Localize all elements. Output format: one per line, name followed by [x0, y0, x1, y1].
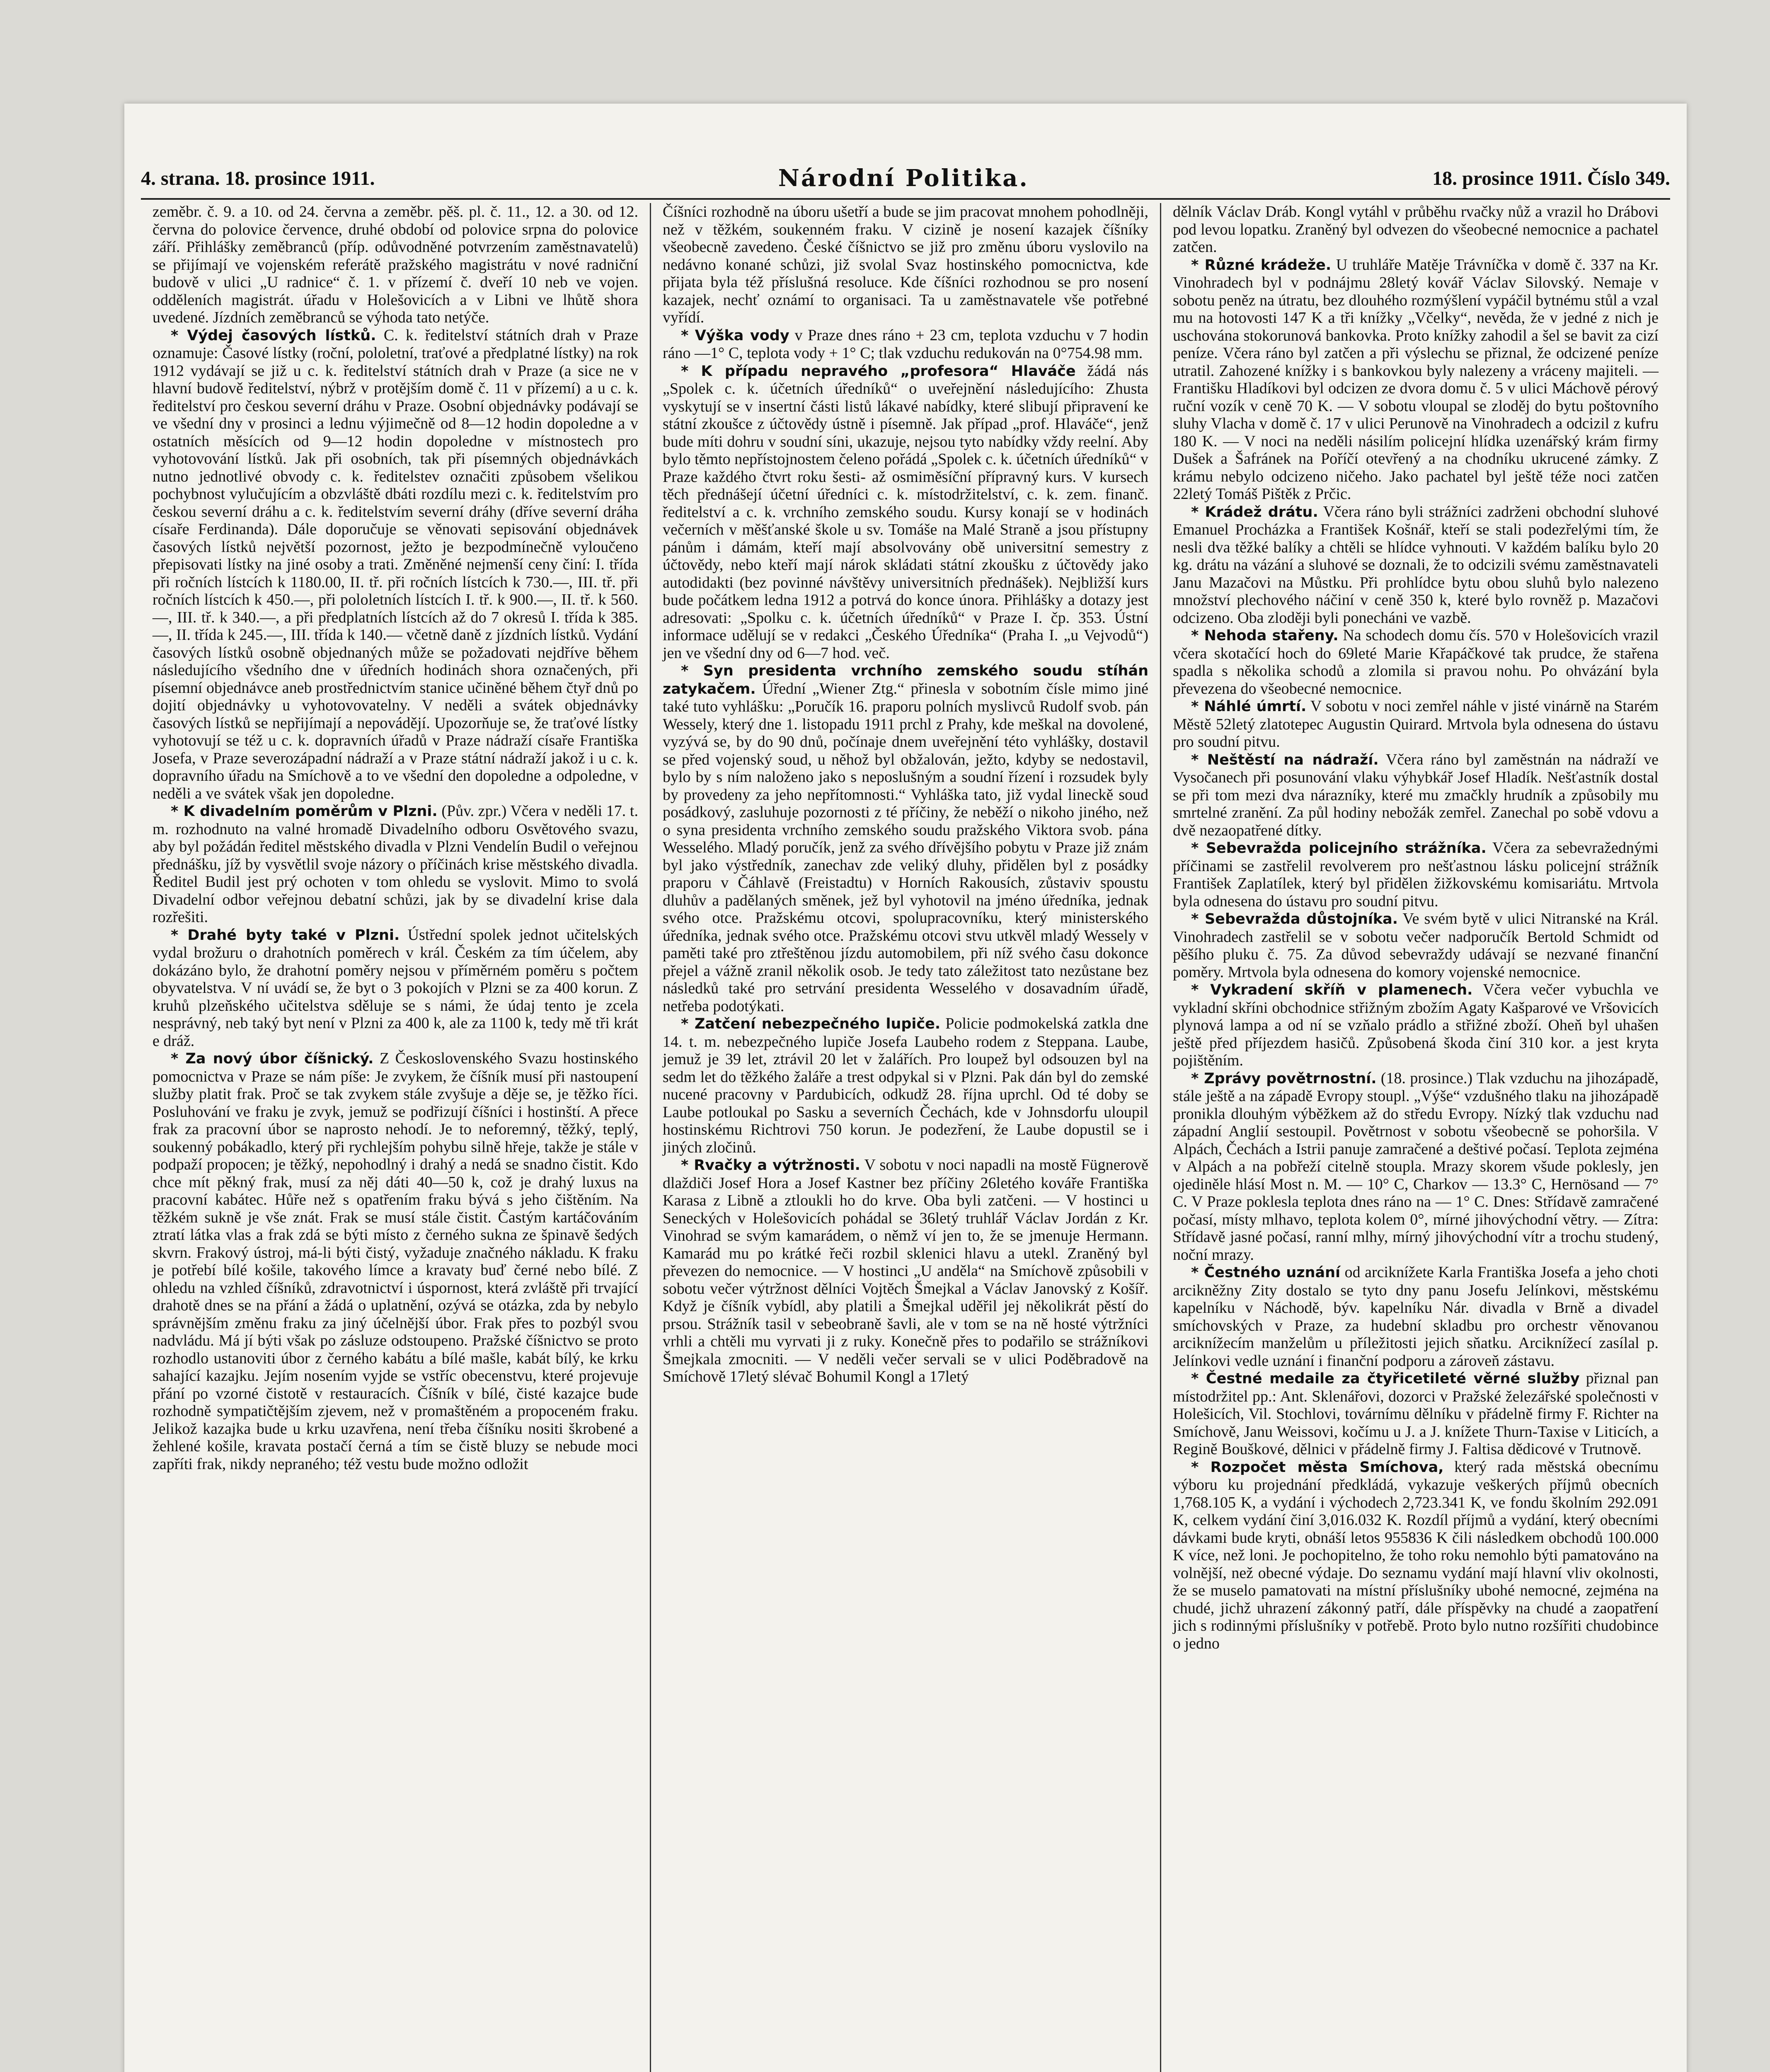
header-right: 18. prosince 1911. Číslo 349.: [1432, 167, 1670, 189]
article: [663, 1156, 1148, 1386]
article: [153, 802, 638, 926]
article: [663, 1015, 1148, 1156]
article: [1173, 1070, 1659, 1264]
article: [1173, 697, 1659, 751]
article-body: který rada městská obecnímu výboru ku projednání předkládá, vykazuje veškerých příjmů obecních 1,768.105 K, a vydání i východech 2,723.341 K, ve fondu školním 292.091 K, celkem vydání činí 3,016.032 K. Rozdíl příjmů a vydání, který obecními dávkami bude kryti, obnáší letos 955836 K čili následkem obchodů 100.000 K více, než loni. Je pochopitelno, že toho roku nemohlo býti pamatováno na volnější, než obecné výdaje. Do seznamu vydání mají hlavní vliv okolnosti, že se muselo pamatovati na místní příslušníky ubohé nemocné, zejména na chudé, jichž uhrazení zákonný patří, dále příspěvky na chudé a zaopatření jich s rodinnými příslušníky v potřebě. Proto bylo nutno rozšířiti chudobince o jedno: [1173, 1458, 1659, 1652]
header-left: 4. strana. 18. prosince 1911.: [141, 167, 375, 189]
article-heading: * K divadelním poměrům v Plzni.: [171, 803, 438, 820]
article-heading: * Syn presidenta vrchního zemského soudu stíhán zatykačem.: [663, 663, 1148, 697]
article: [1173, 751, 1659, 840]
article: [1173, 981, 1659, 1070]
article: [1173, 1370, 1659, 1458]
article-paragraph: dělník Václav Dráb. Kongl vytáhl v průběhu rvačky nůž a vrazil ho Drábovi pod levou lopatku. Zraněný byl odvezen do všeobecné nemocnice a pachatel zatčen.: [1173, 203, 1659, 256]
article-heading: * Výška vody: [681, 327, 789, 344]
article-heading: * Krádež drátu.: [1191, 503, 1318, 520]
article-body: V sobotu v noci napadli na mostě Fügnerově dlaždiči Josef Hora a Josef Kastner bez příčiny 26letého kováře Františka Karasa z Libně a ztloukli ho do krve. Oba byli zatčeni. — V hostinci u Seneckých v Holešovicích pohádal se 36letý truhlář Václav Jordán z Kr. Vinohrad se svým kamarádem, o němž ví jen to, že se jmenuje Hermann. Kamarád mu po krátké řeči rozbil sklenici hlavu a utekl. Zraněný byl převezen do nemocnice. — V hostinci „U anděla“ na Smíchově způsobili v sobotu večer výtržnost dělníci Vojtěch Šmejkal a Václav Janovský z Košíř. Když je číšník vybídl, aby platili a Šmejkal uděřil jej několikrát pěstí do prsou. Strážník tasil v sebeobraně šavli, ale v tom se na ně hosté výtržníci vrhli a chtěli mu vyrvati ji z ruky. Konečně přes to podařilo se strážníkovi Šmejkala zmocniti. — V neděli večer servali se v ulici Poděbradově na Smíchově 17letý slévač Bohumil Kongl a 17letý: [663, 1156, 1149, 1385]
article-body: Z Československého Svazu hostinského pomocnictva v Praze se nám píše: Je zvykem, že číšník musí při nastoupení služby platit frak. Proč se tak zvykem stále zvyšuje a děje se, je těžko říci. Posluhování ve fraku je zvyk, jemuž se podřizují číšníci i hostinští. A přece frak za pracovní úbor se naprosto nehodí. Je to neforemný, těžký, teplý, soukenný pobákadlo, který při rychlejším pohybu silně hřeje, takže je stále v podpaží propocen; je těžký, nepohodlný i drahý a nedá se snadno čistit. Kdo chce mít pěkný frak, musí za něj dáti 40—50 k, což je drahý luxus na pracovní kabátec. Hůře než s opatřením fraku bývá s jeho čištěním. Na těžkém sukně je vše znát. Frak se musí stále čistit. Častým kartáčováním ztratí látka vlas a frak zdá se býti místo z černého sukna ze špinavě šedých skvrn. Frakový ústroj, má-li býti čistý, vyžaduje značného nákladu. K fraku je potřebí bílé košile, takového límce a kravaty buď černé nebo bílé. Z ohledu na vzhled číšníků, zdravotnictví i úspornost, která zvláště při trvající drahotě dnes se na přání a žádá o uplatnění, ozývá se otázka, zda by nebylo správnějším změnu fraku za jiný účelnější úbor. Frak přes to pozbýl svou nadvládu. Má jí býti však po zásluze odstoupeno. Pražské číšnictvo se proto rozhodlo ustanoviti úbor z černého kabátu a bílé mašle, kabát bílý, ke krku sahající kazajku. Jejím nosením vyjde se vstříc obecenstvu, které projevuje přání po vzorné čistotě v restauracích. Číšník v bílé, čisté kazajce bude rozhodně sympatičtějším zjevem, než v promaštěném a propoceném fraku. Jelikož kazajka bude u krku uzavřena, není třeba číšníku nositi škrobené a žehlené košile, kravata postačí černá a tím se čistě bluzy se nebude moci zapříti frak, nikdy nepraného; též vestu bude možno odložit: [153, 1050, 638, 1473]
newspaper-page: [124, 104, 1687, 2072]
article: [1173, 839, 1659, 910]
article-body: v Praze dnes ráno + 23 cm, teplota vzduchu v 7 hodin ráno —1° C, teplota vody + 1° C; tlak vzduchu redukován na 0°754.98 mm.: [663, 326, 1148, 362]
article-heading: * Různé krádeže.: [1191, 257, 1332, 274]
article-body: Ústřední spolek jednot učitelských vydal brožuru o drahotních poměrech v král. Českém za tím účelem, aby dokázáno bylo, že drahotní poměry nejsou v příměrném poměru s počtem obyvatelstva. V ní uvádí se, že byt o 3 pokojích v Plzni se za 400 korun. Z kruhů plzeňského učitelstva sděluje se s námi, že údaj tento je zcela nesprávný, neb taký byt není v Plzni za 400 k, ale za 1100 k, tedy mě tři krát e dráž.: [153, 926, 639, 1050]
article-heading: * Vykradení skříň v plamenech.: [1191, 982, 1473, 998]
article: [1173, 1458, 1659, 1653]
article-paragraph: zeměbr. č. 9. a 10. od 24. června a zeměbr. pěš. pl. č. 11., 12. a 30. od 12. června do polovice července, druhé období od polovice srpna do polovice září. Přihlášky zeměbranců (příp. odůvodněné potvrzením zaměstnavatelů) se přijímají ve vojenském referátě pražského magistrátu v nové radniční budově v ulici „U radnice“ č. 1. v přízemí č. dveří 10 neb ve vojen. odděleních magistrát. úřadu v Holešovicích a v Libni ve lhůtě shora uvedené. Jízdních zeměbranců se výhoda tato netýče.: [153, 203, 638, 326]
article: [1173, 256, 1659, 503]
column-1: [141, 203, 650, 2072]
article-heading: * Sebevražda policejního strážníka.: [1191, 840, 1487, 857]
article-heading: * Drahé byty také v Plzni.: [171, 927, 400, 944]
article-body: žádá nás „Spolek c. k. účetních úředníků“ o uveřejnění následujícího: Zhusta vyskytují se v insertní části listů lákavé nabídky, které slibují připravení ke státní zkoušce z účtovědy ústně i písemně. Jak případ „prof. Hlaváče“, jenž bude míti dohru v soudní síni, ukazuje, nejsou tyto nabídky vždy reelní. Aby bylo těmto nepřístojnostem čeleno pořádá „Spolek c. k. účetních úředníků“ v Praze každého čtvrt roku šesti- až osmiměsíční přípravný kurs. V kursech těch přednášejí účetní úředníci c. k. místodržitelství, c. k. zem. finanč. ředitelství a c. k. vrchního zemského soudu. Kursy konají se v hodinách večerních v měšťanské škole u sv. Tomáše na Malé Straně a jsou přístupny pánům i dámám, kteří mají absolvovány obě universitní semestry z účtovědy, nebo kteří mají nárok skládati státní zkoušku z účtovědy jako autodidakti (bez povinné návštěvy universitních přednášek). Nejbližší kurs bude počátkem ledna 1912 a potrvá do konce února. Přihlášky a dotazy jest adresovati: „Spolku c. k. účetních úředníků“ v Praze I. čp. 353. Ústní informace udělují se v redakci „Českého Úředníka“ (Praha I. „u Vejvodů“) jen ve všední dny od 6—7 hod. več.: [663, 362, 1148, 662]
article: [1173, 1264, 1659, 1370]
header-rule: [141, 198, 1670, 200]
article-body: V sobotu v noci zemřel náhle v jisté vinárně na Starém Městě 52letý zlatotepec Augustin Quirard. Mrtvola byla odnesena do ústavu pro soudní pitvu.: [1173, 697, 1659, 750]
article: [1173, 910, 1659, 981]
article-body: od arciknížete Karla Františka Josefa a jeho choti arcikněžny Zity dostalo se tyto dny panu Josefu Jelínkovi, městskému kapelníku v Náchodě, býv. kapelníku Nár. divadla v Brně a divadel smíchovských v Praze, za hudební skladbu pro orchestr věnovanou arciknížecím manželům u příležitosti jejich sňatku. Arciknížecí zasílal p. Jelínkovi vedle uznání i finanční podporu a zároveň zástavu.: [1173, 1264, 1659, 1370]
article-heading: * Rozpočet města Smíchova,: [1191, 1459, 1444, 1476]
article-body: Včera ráno byl zaměstnán na nádraží ve Vysočanech při posunování vlaku výhybkář Josef Hladík. Nešťastník dostal se při tom mezi dva nárazníky, které mu zmačkly hrudník a způsobily mu smrtelné zranění. Za půl hodiny nebožák zemřel. Zanechal po sobě vdovu a dvě nezaopatřené dítky.: [1173, 750, 1659, 839]
article-body: Včera večer vybuchla ve vykladní skříni obchodnice střižným zbožím Agaty Kašparové ve Vršovicích plynová lampa a od ní se vzňalo prádlo a střižné zboží. Oheň byl uhašen ještě před příjezdem hasičů. Způsobená škoda činí 310 kor. a jest kryta pojištěním.: [1173, 981, 1659, 1069]
article: [153, 1050, 638, 1473]
article-body: C. k. ředitelství státních drah v Praze oznamuje: Časové lístky (roční, pololetní, traťové a předplatné lístky) na rok 1912 vydávají se již u c. k. ředitelství státních drah v Praze (a sice ne v hlavní budově ředitelství, nýbrž v protějším domě č. 11 v přízemí) a u c. k. ředitelství pro českou severní dráhu v Praze. Osobní objednávky podávají se ve všední dny v prosinci a lednu výjimečně od 8—12 hodin dopoledne a v ostatních měsících od 9—12 hodin dopoledne v místnostech pro vyhotovování lístků. Jak při osobních, tak při písemných objednávkách nutno jednotlivé obvody c. k. ředitelstev označiti způsobem všelikou pochybnost vylučujícím a obzvláště dbáti rozdílu mezi c. k. ředitelstvím pro českou severní dráhu a c. k. ředitelstvím severní dráhy (dříve severní dráha císaře Ferdinanda). Dále doporučuje se věnovati sepisování objednávek časových lístků největší pozornost, ježto je bezpodmínečně vyloučeno přepisovati lístky na jiné osoby a trati. Změněné nejmenší ceny činí: I. třída při ročních lístcích k 1180.00, II. tř. při ročních lístcích k 730.—, III. tř. při ročních lístcích k 450.—, při pololetních lístcích I. tř. k 900.—, II. tř. k 560.—, III. tř. k 340.—, a při předplatních lístcích až do 7 okresů I. třída k 385.—, II. třída k 245.—, III. třída k 140.— včetně daně z jízdních lístků. Vydání časových lístků osobně objednaných může se požadovati nejdříve během následujícího všedního dne v úředních hodinách shora označených, při písemní objednávce aneb prostřednictvím stanice učiněné během čtyř dnů po dojití objednávky u vyhotovovatelny. V neděli a svátek objednávky časových lístků se nepřijímají a nepovádějí. Upozorňuje se, že traťové lístky vyhotovují se též u c. k. dopravních úřadů v Praze nádraží císaře Františka Josefa, v Praze severozápadní nádraží a v Praze státní nádraží jakož i u c. k. dopravního úřadu na Smíchově a to ve všední den dopoledne a odpoledne, v neděli a ve svátek však jen dopoledne.: [153, 326, 638, 802]
article-heading: * K případu nepravého „profesora“ Hlaváče: [681, 363, 1076, 380]
text-columns: [141, 203, 1670, 2072]
article-heading: * Sebevražda důstojníka.: [1191, 911, 1398, 927]
article-paragraph: Číšníci rozhodně na úboru ušetří a bude se jim pracovat mnohem pohodlněji, než v těžkém, soukenném fraku. V cizině je nosení kazajek číšníky všeobecně zavedeno. České číšnictvo se již pro změnu úboru vyslovilo na nedávno konané schůzi, již svolal Svaz hostinského pomocnictva, kde přijata byla též příslušná resoluce. Kde číšníci rozhodnou se pro nosení kazajek, nechť oznámí to organisaci. Ta u zaměstnavatele vše potřebné vyřídí.: [663, 203, 1148, 326]
article-heading: * Neštěstí na nádraží.: [1191, 751, 1379, 768]
article-body: Včera za sebevražednými příčinami se zastřelil revolverem pro nešťastnou lásku policejní strážník František Zaplatílek, který byl přidělen žižkovskému komisariátu. Mrtvola byla odnesena do ústavu pro soudní pitvu.: [1173, 839, 1659, 910]
article-body: U truhláře Matěje Trávníčka v domě č. 337 na Kr. Vinohradech byl v podnájmu 28letý kovář Václav Silovský. Nemaje v sobotu peněz na útratu, bez dlouhého rozmýšlení vypáčil bytnému stůl a vzal mu na hotovosti 147 K a tři knížky „Včelky“, nevěda, že v jedné z nich je uschována stokorunová bankovka. Proto knížky zahodil a šel se bavit za cizí peníze. Včera ráno byl zatčen a při výslechu se přiznal, že odcizené peníze utratil. Zahozené knížky i s bankovkou byly nalezeny a vráceny majiteli. — Františku Hladíkovi byl odcizen ze dvora domu č. 5 v ulici Máchově pérový ruční vozík v ceně 70 K. — V sobotu vloupal se zloděj do bytu poštovního sluhy Vlacha v domě č. 17 v ulici Perunově na Vinohradech a odcizil z kufru 180 K. — V noci na neděli násilím policejní hlídka uzenářský krám firmy Dušek a Šafránek na Poříčí otevřený a na chodníku ukrucené zámky. Z krámu nebylo odcizeno ničeho. Jako pachatel byl ještě téže noci zatčen 22letý Tomáš Pištěk z Prčic.: [1173, 256, 1659, 503]
article-heading: * Rvačky a výtržnosti.: [681, 1157, 860, 1174]
page-header: [141, 162, 1670, 195]
article: [1173, 627, 1659, 697]
article: [663, 662, 1148, 1015]
article-heading: * Čestného uznání: [1191, 1264, 1341, 1281]
article-heading: * Nehoda stařeny.: [1191, 627, 1339, 644]
article-body: Policie podmokelská zatkla dne 14. t. m. nebezpečného lupiče Josefa Laubeho rodem z Steppana. Laube, jemuž je 39 let, ztrávil 20 let v žalářích. Pro loupež byl odsouzen byl na sedm let do těžkého žaláře a trest odpykal si v Plzni. Pak dán byl do zemské nucené pracovny v Pardubicích, odkudž 28. října uprchl. Od té doby se Laube potloukal po Sasku a severních Čechách, kde v Johnsdorfu uloupil hostinskému Richtrovi 750 korun. Je podezření, že Laube dopustil se i jiných zločinů.: [663, 1015, 1148, 1156]
article-body: Úřední „Wiener Ztg.“ přinesla v sobotním čísle mimo jiné také tuto vyhlášku: „Poručík 16. praporu polních myslivců Rudolf svob. pán Wessely, který dne 1. listopadu 1911 prchl z Prahy, kde meškal na dovolené, vyzývá se, by do 90 dnů, počínaje dnem uveřejnění této vyhlášky, dostavil se před vojenský soud, u něhož byl obžalován, ježto, kdyby se nedostavil, bylo by s ním naloženo jako s neposlušným a soudní řízení i rozsudek byly by provedeny za jeho nepřítomnosti.“ Vyhláška tato, již vydal lineckě soud posádkový, zasluhuje pozornosti z té příčiny, že neběží o nikoho jiného, než o syna presidenta vrchního zemského soudu pražského Viktora svob. pána Wesselého. Mladý poručík, jenž za svého dřívějšího pobytu v Praze již znám byl jako výstředník, zanechav zde veliký dluhy, přidělen byl z posádky praporu v Čáhlavě (Freistadtu) v Horních Rakousích, zůstaviv spoustu dluhův a padělaných směnek, jež byl vyhotovil na jméno úředníka, jednak svého otce. Pražskému otcovi, spolupracovníku, který ministerského úředníka, jednak svého otce. Pražskému otcovi stvu utkvěl mladý Wessely v paměti také pro ztřeštěnou jízdu automobilem, při níž svého času dokonce přejel a vážně zranil několik osob. Je tedy tato záležitost tato nezůstane bez následků také pro setrvání presidenta Wesselého v dosavadním úřadě, netřeba podotýkati.: [663, 680, 1148, 1015]
masthead-title: Národní Politika.: [778, 165, 1029, 192]
article-body: Ve svém bytě v ulici Nitranské na Král. Vinohradech zastřelil se v sobotu večer nadporučík Bertold Schmidt od pěšího pluku č. 75. Za důvod sebevraždy udávají se nezvané finanční poměry. Mrtvola byla odnesena do komory vojenské nemocnice.: [1173, 910, 1659, 981]
article-body: přiznal pan místodržitel pp.: Ant. Sklenářovi, dozorci v Pražské železářské společnosti v Holešicích, Vil. Stochlovi, továrnímu dělníku v přádelně firmy F. Richter na Smíchově, Janu Weissovi, kočímu u J. a J. knížete Thurn-Taxise v Liticích, a Regině Bouškové, dělnici v přádelně firmy J. Faltisa dědicové v Trutnově.: [1173, 1370, 1659, 1458]
article-body: Včera ráno byli strážníci zadrženi obchodní sluhové Emanuel Procházka a František Košnář, kteří se stali podezřelými tím, že nesli dva těžké balíky a chtěli se hlídce vyhnouti. V každém balíku bylo 20 kg. drátu na vázání a sluhové se doznali, že to odcizili svému zaměstnavateli Janu Mazačovi na Můstku. Při prohlídce bytu obou sluhů bylo nalezeno množství plechového náčiní v ceně 350 k, které bylo rovněž p. Mazačovi odcizeno. Oba zloději byli ponecháni ve vazbě.: [1173, 503, 1659, 627]
article-body: Na schodech domu čís. 570 v Holešovicích vrazil včera skotačící hoch do 69leté Marie Křapáčkové tak prudce, že stařena spadla s několika schodů a zlomila si pravou nohu. Po ohvázání byla převezena do všeobecné nemocnice.: [1173, 627, 1659, 697]
article-heading: * Zatčení nebezpečného lupiče.: [681, 1016, 941, 1032]
article: [663, 362, 1148, 662]
article-heading: * Čestné medaile za čtyřicetileté věrné služby: [1191, 1370, 1580, 1387]
article: [153, 926, 638, 1050]
article-body: (Pův. zpr.) Včera v neděli 17. t. m. rozhodnuto na valné hromadě Divadelního odboru Osvětového svazu, aby byl požádán ředitel městského divadla v Plzni Vendelín Budil o veřejnou přednášku, jíž by vysvětlil svoje názory o příčinách krise městského divadla. Ředitel Budil jest prý ochoten v tom ohledu se vyslovit. Mimo to svolá Divadelní odbor veřejnou debatní schůzi, jak by se divadelní krise dala rozřešiti.: [153, 802, 638, 926]
column-2: [650, 203, 1160, 2072]
article-heading: * Náhlé úmrtí.: [1191, 698, 1307, 715]
article-heading: * Výdej časových lístků.: [171, 327, 376, 344]
article-body: (18. prosince.) Tlak vzduchu na jihozápadě, stále ještě a na západě Evropy stoupl. „Výše“ vzdušného tlaku na jihozápadě pronikla dlouhým výběžkem až do středu Evropy. Nízký tlak vzduchu nad západní Anglií sestoupil. Povětrnost v sobotu všeobecně se pohoršila. V Alpách, Čechách a Istrii panuje zamračené a deštivé počasí. Teplota zejména v Alpách a na pobřeží citelně stoupla. Mrazy skorem všude poklesly, jen ojediněle hlásí Most n. M. — 10° C, Charkov — 13.3° C, Hernösand — 7° C. V Praze poklesla teplota dnes ráno na — 1° C. Dnes: Střídavě zamračené počasí, místy mlhavo, teplota kolem 0°, mírné jihovýchodní větry. — Zítra: Střídavě jasné počasí, ranní mlhy, mírný jihovýchodní vítr a trochu studený, noční mrazy.: [1173, 1069, 1659, 1264]
article-heading: * Zprávy povětrnostní.: [1191, 1070, 1377, 1087]
column-3: [1160, 203, 1670, 2072]
article-heading: * Za nový úbor číšnický.: [171, 1051, 374, 1067]
article: [1173, 503, 1659, 627]
article: [663, 327, 1148, 362]
article: [153, 327, 638, 803]
